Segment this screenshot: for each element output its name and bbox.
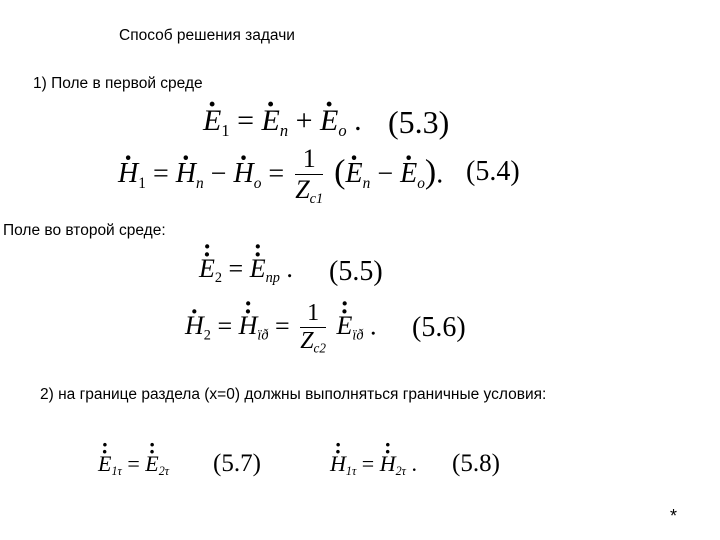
equation-5-5: · $E \cdot_2$ = · $E \cdot_{np}$ . bbox=[199, 254, 293, 287]
section-boundary-conditions: 2) на границе раздела (x=0) должны выполняться граничные условия: bbox=[40, 386, 547, 403]
equation-number-5-6: (5.6) bbox=[412, 312, 466, 343]
equation-5-3: · $E_1$ = · $E_n$ + · $E_o$ . bbox=[203, 104, 362, 141]
section-second-medium: Поле во второй среде: bbox=[3, 222, 166, 239]
equation-number-5-8: (5.8) bbox=[452, 450, 500, 477]
equation-5-7: · $E \cdot_{1\tau}$ = · $E \cdot_{2\tau}$ bbox=[98, 451, 169, 479]
equation-number-5-7: (5.7) bbox=[213, 450, 261, 477]
equation-5-4: · $H_1$ = · $H_n$ − · $H_o$ = $\frac{1}{Z_{c1}}$ (· $E_n$ − · $E_o$). bbox=[118, 144, 443, 208]
equation-number-5-5: (5.5) bbox=[329, 256, 383, 287]
equation-5-8: · $H \cdot_{1\tau}$ = · $H \cdot_{2\tau}$ . bbox=[330, 451, 417, 479]
page-title: Способ решения задачи bbox=[119, 27, 295, 44]
equation-number-5-4: (5.4) bbox=[466, 156, 520, 187]
slide-marker: * bbox=[670, 506, 678, 526]
section-first-medium: 1) Поле в первой среде bbox=[33, 75, 203, 92]
equation-5-6: · $H_2$ = · $H \cdot_{ïð}$ = $\frac{1}{Z_{c2}}$ · $E \cdot_{ïð}$ . bbox=[185, 300, 377, 357]
equation-number-5-3: (5.3) bbox=[388, 104, 450, 140]
